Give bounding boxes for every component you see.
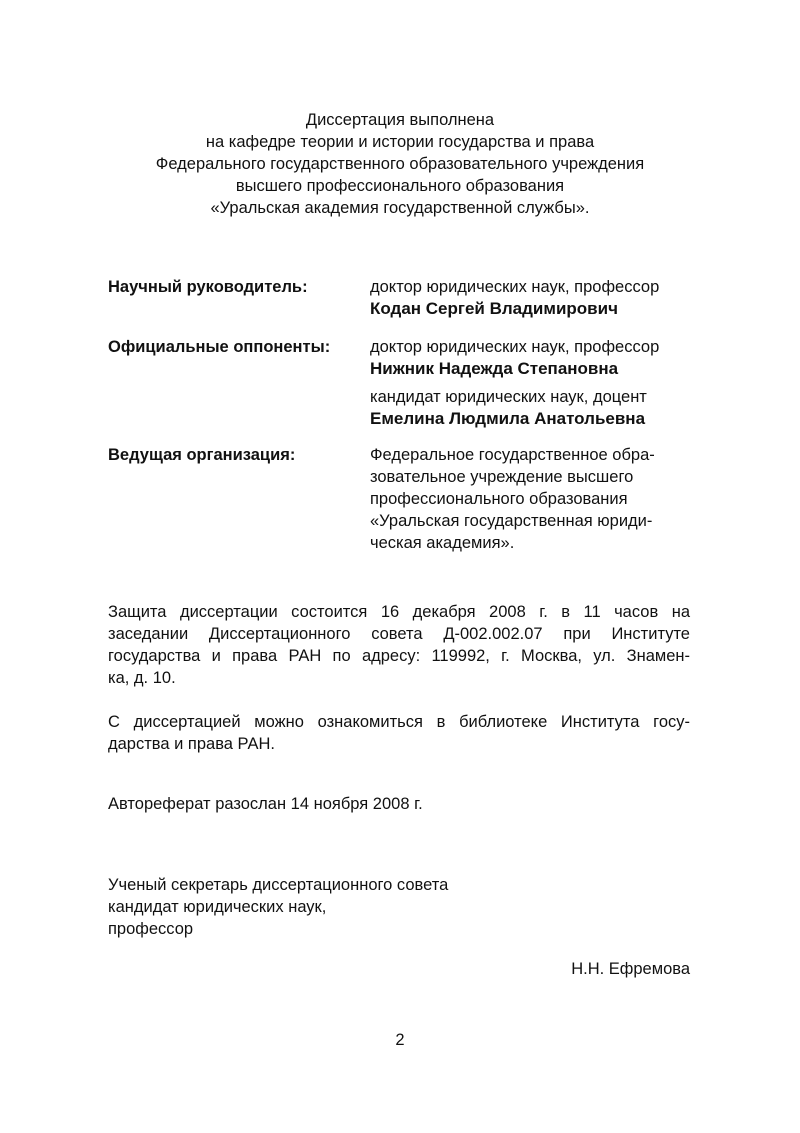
header-line: на кафедре теории и истории государства и права [205, 133, 595, 151]
leading-org-row [108, 444, 708, 554]
library-line: С диссертацией можно ознакомиться в библиотеке Института госу- [108, 713, 690, 731]
leading-org-line: зовательное учреждение высшего [370, 468, 634, 486]
defense-paragraph [108, 601, 690, 689]
defense-line: ка, д. 10. [108, 669, 176, 687]
opponents-value [370, 336, 708, 430]
header-line: «Уральская академия государственной службы». [210, 199, 590, 217]
library-line: дарства и права РАН. [108, 735, 275, 753]
secretary-signature-name: Н.Н. Ефремова [571, 960, 690, 978]
supervisor-name: Кодан Сергей Владимирович [370, 299, 618, 318]
defense-line: государства и права РАН по адресу: 119992, г. Москва, ул. Знамен- [108, 647, 690, 665]
info-table [108, 276, 708, 554]
secretary-block [108, 874, 690, 940]
leading-org-value [370, 444, 708, 554]
secretary-line: кандидат юридических наук, [108, 898, 327, 916]
leading-org-line: «Уральская государственная юриди- [370, 512, 653, 530]
opponent-1-degree: доктор юридических наук, профессор [370, 338, 660, 356]
dissertation-header [0, 109, 800, 219]
defense-line: заседании Диссертационного совета Д-002.002.07 при Институте [108, 625, 690, 643]
supervisor-degree: доктор юридических наук, профессор [370, 278, 660, 296]
page-number: 2 [395, 1031, 405, 1049]
secretary-line: Ученый секретарь диссертационного совета [108, 876, 449, 894]
header-line: Федерального государственного образовательного учреждения [155, 155, 645, 173]
abstract-sent-note: Автореферат разослан 14 ноября 2008 г. [108, 795, 423, 813]
opponent-1-name: Нижник Надежда Степановна [370, 359, 619, 378]
opponents-label: Официальные оппоненты: [108, 338, 331, 356]
supervisor-value [370, 276, 708, 320]
opponent-2-degree: кандидат юридических наук, доцент [370, 388, 647, 406]
leading-org-label: Ведущая организация: [108, 446, 296, 464]
supervisor-label: Научный руководитель: [108, 278, 308, 296]
header-line: высшего профессионального образования [235, 177, 565, 195]
opponent-2-name: Емелина Людмила Анатольевна [370, 409, 646, 428]
opponents-row [108, 336, 708, 430]
secretary-line: профессор [108, 920, 194, 938]
leading-org-line: Федеральное государственное обра- [370, 446, 655, 464]
leading-org-line: профессионального образования [370, 490, 628, 508]
leading-org-line: ческая академия». [370, 534, 515, 552]
defense-line: Защита диссертации состоится 16 декабря 2008 г. в 11 часов на [108, 603, 690, 621]
header-line: Диссертация выполнена [305, 111, 495, 129]
library-paragraph [108, 711, 690, 755]
supervisor-row [108, 276, 708, 320]
